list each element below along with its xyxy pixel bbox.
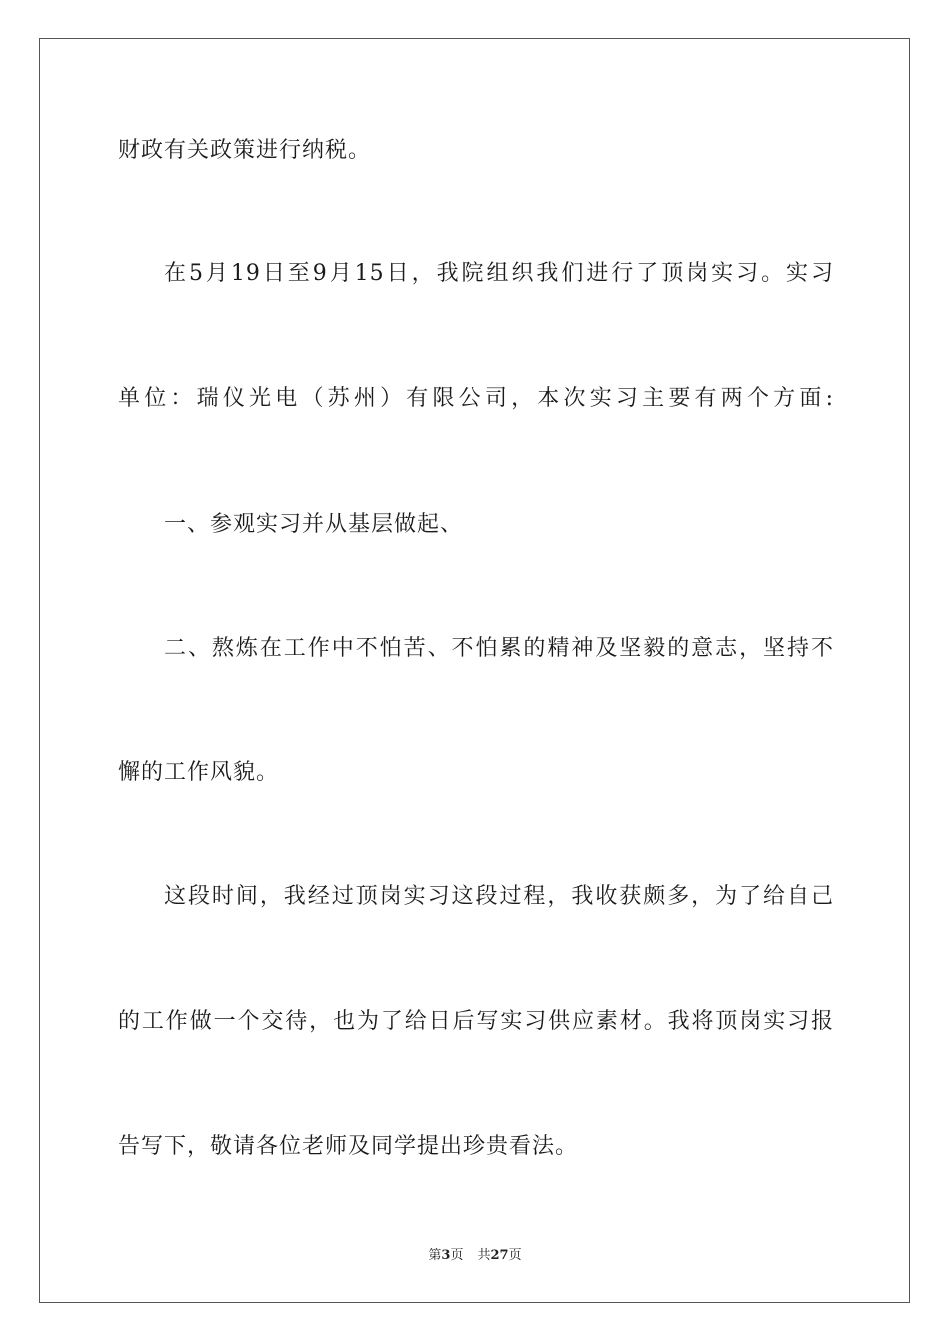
text-line-3: 单位：瑞仪光电（苏州）有限公司，本次实习主要有两个方面:	[118, 386, 834, 411]
page-border	[39, 38, 910, 1303]
text-line-2: 在5月19日至9月15日，我院组织我们进行了顶岗实习。实习	[164, 261, 834, 286]
text-line-7: 这段时间，我经过顶岗实习这段过程，我收获颇多，为了给自己	[164, 884, 834, 909]
total-prefix: 共	[477, 1248, 491, 1263]
text-line-4: 一、参观实习并从基层做起、	[164, 512, 464, 537]
text-line-6: 懈的工作风貌。	[118, 760, 280, 785]
page-prefix: 第	[428, 1248, 442, 1263]
page-suffix: 页	[450, 1248, 464, 1263]
total-pages: 27	[490, 1248, 509, 1263]
page-footer	[0, 1247, 950, 1265]
text-line-8: 的工作做一个交待，也为了给日后写实习供应素材。我将顶岗实习报	[118, 1009, 834, 1034]
text-line-9: 告写下，敬请各位老师及同学提出珍贵看法。	[118, 1134, 579, 1159]
page-number: 3	[441, 1248, 451, 1263]
text-line-5: 二、熬炼在工作中不怕苦、不怕累的精神及坚毅的意志，坚持不	[164, 636, 834, 661]
text-line-1: 财政有关政策进行纳税。	[118, 138, 372, 163]
total-suffix: 页	[508, 1248, 522, 1263]
